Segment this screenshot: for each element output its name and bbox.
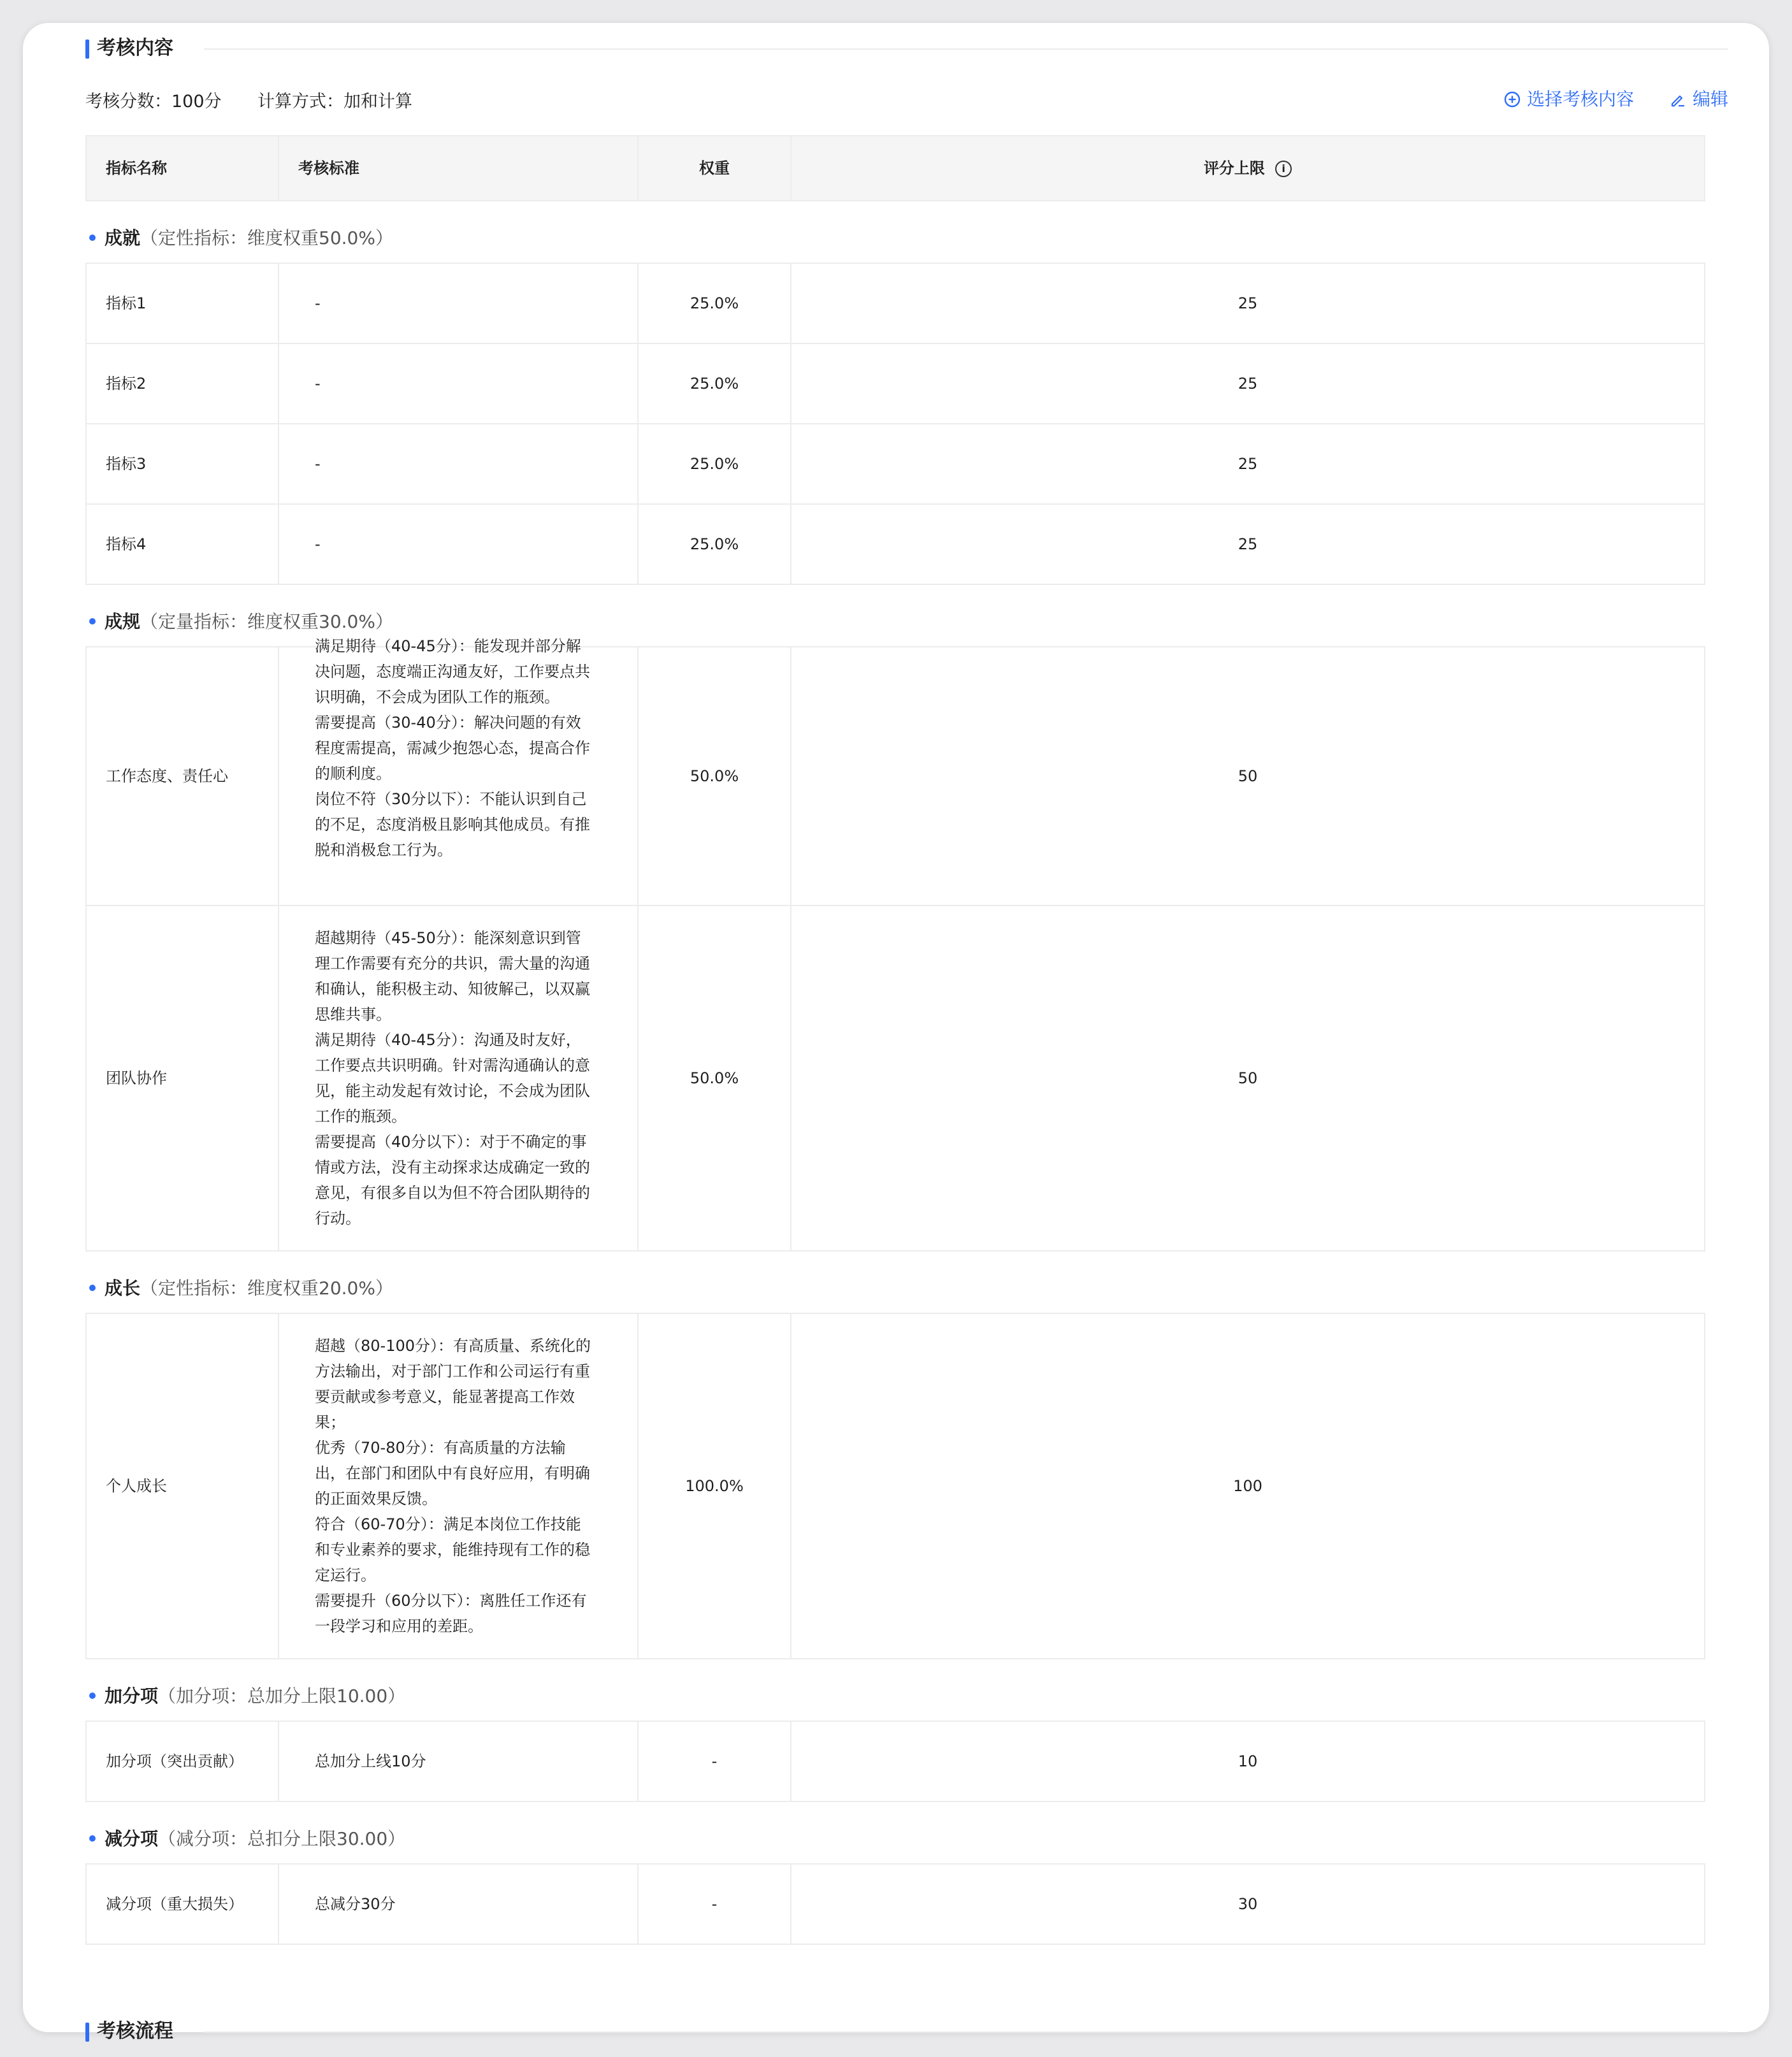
criteria-line: 思维共事。 bbox=[315, 1006, 391, 1023]
plus-circle-icon bbox=[1504, 91, 1521, 108]
group-header bbox=[85, 201, 1728, 263]
indicator-name: 团队协作 bbox=[86, 906, 278, 1251]
group-name: 成规 bbox=[105, 611, 141, 632]
weight-cell: 25.0% bbox=[638, 504, 791, 584]
limit-cell: 100 bbox=[791, 1313, 1705, 1659]
criteria-line: 决问题，态度端正沟通友好，工作要点共 bbox=[315, 663, 590, 681]
bullet-dot bbox=[89, 235, 96, 241]
group-desc: （定量指标：维度权重30.0%） bbox=[140, 611, 393, 632]
limit-cell: 25 bbox=[791, 263, 1705, 343]
group-desc: （减分项：总扣分上限30.00） bbox=[158, 1828, 406, 1849]
criteria-line: 总加分上线10分 bbox=[315, 1752, 426, 1770]
criteria-cell bbox=[278, 424, 638, 504]
weight-cell: 25.0% bbox=[638, 343, 791, 424]
criteria-line: 方法输出，对于部门工作和公司运行有重 bbox=[315, 1362, 590, 1380]
pencil-icon bbox=[1670, 91, 1686, 108]
col-header-limit bbox=[791, 136, 1705, 201]
criteria-cell bbox=[278, 637, 638, 906]
criteria-line: 超越（80-100分）：有高质量、系统化的 bbox=[315, 1337, 591, 1355]
indicator-table bbox=[85, 263, 1705, 585]
criteria-line: 一段学习和应用的差距。 bbox=[315, 1617, 483, 1635]
group-desc: （定性指标：维度权重20.0%） bbox=[140, 1278, 393, 1299]
criteria-line: - bbox=[315, 294, 321, 312]
criteria-line: - bbox=[315, 375, 321, 393]
limit-cell: 50 bbox=[791, 647, 1705, 906]
group-desc: （定性指标：维度权重50.0%） bbox=[140, 227, 393, 249]
criteria-cell bbox=[278, 1313, 638, 1659]
criteria-cell bbox=[278, 1721, 638, 1801]
criteria-line: - bbox=[315, 455, 321, 473]
group-name: 减分项 bbox=[105, 1828, 159, 1849]
criteria-line: 理工作需要有充分的共识，需大量的沟通 bbox=[315, 955, 590, 972]
criteria-line: 情或方法，没有主动探求达成确定一致的 bbox=[315, 1158, 590, 1176]
table-row bbox=[86, 1313, 1705, 1659]
section-header-process bbox=[85, 2006, 1728, 2057]
table-row bbox=[86, 647, 1705, 906]
group-title bbox=[105, 1826, 405, 1852]
criteria-line: 优秀（70-80分）：有高质量的方法输 bbox=[315, 1439, 566, 1457]
indicator-name: 加分项（突出贡献） bbox=[86, 1721, 278, 1801]
section-divider bbox=[204, 2032, 1728, 2033]
criteria-line: 的顺利度。 bbox=[315, 765, 391, 783]
bullet-dot bbox=[89, 1835, 96, 1842]
edit-label: 编辑 bbox=[1692, 89, 1728, 110]
criteria-line: 出，在部门和团队中有良好应用，有明确 bbox=[315, 1464, 590, 1482]
criteria-line: 工作要点共识明确。针对需沟通确认的意 bbox=[315, 1057, 590, 1074]
section-title: 考核流程 bbox=[97, 2020, 173, 2042]
weight-cell: 25.0% bbox=[638, 424, 791, 504]
group-header bbox=[85, 1659, 1728, 1721]
group-title bbox=[105, 1684, 405, 1709]
criteria-line: 程度需提高，需减少抱怨心态，提高合作 bbox=[315, 739, 590, 757]
section-title: 考核内容 bbox=[97, 37, 173, 59]
criteria-line: 满足期待（40-45分）：沟通及时友好， bbox=[315, 1031, 581, 1049]
indicator-name: 指标2 bbox=[86, 343, 278, 424]
content-inner bbox=[85, 23, 1728, 2057]
table-row bbox=[86, 343, 1705, 424]
limit-cell: 25 bbox=[791, 424, 1705, 504]
select-content-button[interactable] bbox=[1504, 87, 1634, 112]
indicator-table bbox=[85, 1721, 1705, 1802]
select-content-label: 选择考核内容 bbox=[1526, 89, 1634, 110]
weight-cell: - bbox=[638, 1721, 791, 1801]
content-card bbox=[23, 23, 1769, 2042]
group-title bbox=[105, 226, 393, 251]
group-name: 加分项 bbox=[105, 1685, 159, 1707]
indicator-name: 个人成长 bbox=[86, 1313, 278, 1659]
weight-cell: 50.0% bbox=[638, 906, 791, 1251]
indicator-table bbox=[85, 1863, 1705, 1945]
table-header-row bbox=[86, 136, 1705, 201]
criteria-line: 意见，有很多自以为但不符合团队期待的 bbox=[315, 1184, 590, 1202]
calc-method: 计算方式：加和计算 bbox=[257, 92, 412, 112]
bullet-dot bbox=[89, 1285, 96, 1291]
criteria-line: 超越期待（45-50分）：能深刻意识到管 bbox=[315, 929, 581, 947]
criteria-line: 和确认，能积极主动、知彼解己，以双赢 bbox=[315, 980, 590, 998]
indicator-groups bbox=[85, 201, 1728, 1945]
section-accent-bar bbox=[85, 2023, 89, 2042]
criteria-line: 需要提高（40分以下）：对于不确定的事 bbox=[315, 1133, 587, 1151]
criteria-line: 见，能主动发起有效讨论，不会成为团队 bbox=[315, 1082, 590, 1100]
limit-cell: 30 bbox=[791, 1864, 1705, 1944]
table-row bbox=[86, 1721, 1705, 1801]
criteria-line: 果； bbox=[315, 1413, 345, 1431]
group-name: 成长 bbox=[105, 1278, 141, 1299]
criteria-cell bbox=[278, 263, 638, 343]
criteria-line: 的不足，态度消极且影响其他成员。有推 bbox=[315, 816, 590, 834]
criteria-line: 脱和消极怠工行为。 bbox=[315, 841, 452, 859]
section-accent-bar bbox=[85, 40, 89, 59]
table-row bbox=[86, 504, 1705, 584]
limit-cell: 50 bbox=[791, 906, 1705, 1251]
group-title bbox=[105, 1276, 393, 1301]
criteria-line: 需要提高（30-40分）：解决问题的有效 bbox=[315, 714, 581, 732]
indicator-table bbox=[85, 637, 1705, 1252]
meta-row bbox=[85, 74, 1728, 135]
column-header-table bbox=[85, 135, 1705, 201]
indicator-name: 减分项（重大损失） bbox=[86, 1864, 278, 1944]
criteria-line: 的正面效果反馈。 bbox=[315, 1490, 437, 1508]
indicator-name: 指标3 bbox=[86, 424, 278, 504]
criteria-line: 满足期待（40-45分）：能发现并部分解 bbox=[315, 637, 581, 655]
criteria-line: 岗位不符（30分以下）：不能认识到自己 bbox=[315, 790, 587, 808]
criteria-line: 要贡献或参考意义，能显著提高工作效 bbox=[315, 1388, 575, 1406]
col-header-limit-label: 评分上限 bbox=[1203, 159, 1265, 177]
edit-button[interactable] bbox=[1670, 87, 1728, 112]
weight-cell: 100.0% bbox=[638, 1313, 791, 1659]
indicator-name: 指标4 bbox=[86, 504, 278, 584]
toolbar-actions bbox=[1504, 87, 1728, 112]
score-total: 考核分数：100分 bbox=[85, 92, 222, 112]
col-header-weight: 权重 bbox=[638, 136, 791, 201]
criteria-cell bbox=[278, 504, 638, 584]
col-header-criteria: 考核标准 bbox=[278, 136, 638, 201]
criteria-line: 符合（60-70分）：满足本岗位工作技能 bbox=[315, 1515, 581, 1533]
indicator-table bbox=[85, 1313, 1705, 1659]
table-row bbox=[86, 1864, 1705, 1944]
group-header bbox=[85, 1252, 1728, 1313]
group-name: 成就 bbox=[105, 227, 141, 249]
criteria-line: 行动。 bbox=[315, 1209, 361, 1227]
criteria-cell bbox=[278, 343, 638, 424]
criteria-line: 需要提升（60分以下）：离胜任工作还有 bbox=[315, 1592, 587, 1610]
info-icon[interactable]: i bbox=[1275, 161, 1292, 177]
weight-cell: - bbox=[638, 1864, 791, 1944]
criteria-line: 工作的瓶颈。 bbox=[315, 1108, 407, 1125]
bullet-dot bbox=[89, 1693, 96, 1699]
bullet-dot bbox=[89, 618, 96, 624]
limit-cell: 25 bbox=[791, 343, 1705, 424]
criteria-line: - bbox=[315, 535, 321, 553]
criteria-line: 定运行。 bbox=[315, 1566, 376, 1584]
group-title bbox=[105, 609, 393, 635]
table-row bbox=[86, 906, 1705, 1251]
table-row bbox=[86, 263, 1705, 343]
criteria-cell bbox=[278, 906, 638, 1251]
group-desc: （加分项：总加分上限10.00） bbox=[158, 1685, 406, 1707]
limit-cell: 10 bbox=[791, 1721, 1705, 1801]
col-header-name: 指标名称 bbox=[86, 136, 278, 201]
criteria-line: 总减分30分 bbox=[315, 1895, 396, 1913]
indicator-name: 指标1 bbox=[86, 263, 278, 343]
weight-cell: 25.0% bbox=[638, 263, 791, 343]
indicator-name: 工作态度、责任心 bbox=[86, 647, 278, 906]
section-header-content bbox=[85, 23, 1728, 74]
table-row bbox=[86, 424, 1705, 504]
criteria-line: 和专业素养的要求，能维持现有工作的稳 bbox=[315, 1541, 590, 1559]
limit-cell: 25 bbox=[791, 504, 1705, 584]
criteria-line: 识明确，不会成为团队工作的瓶颈。 bbox=[315, 688, 560, 706]
criteria-cell bbox=[278, 1864, 638, 1944]
weight-cell: 50.0% bbox=[638, 647, 791, 906]
section-divider bbox=[204, 48, 1728, 50]
group-header bbox=[85, 1802, 1728, 1863]
